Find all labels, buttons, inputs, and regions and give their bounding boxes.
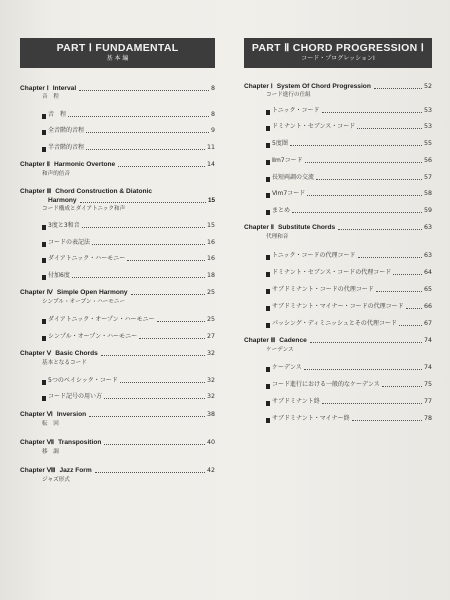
chapter-number: Chapter Ⅱ [244, 224, 274, 231]
page-number: 77 [423, 398, 432, 405]
chapter-title: Inversion [56, 411, 87, 418]
page-number: 63 [423, 224, 432, 231]
leader-dots [139, 337, 205, 339]
toc-section-entry [20, 126, 215, 135]
toc-section-entry [20, 332, 215, 341]
part-1-title: PART Ⅰ FUNDAMENTAL [56, 42, 179, 54]
section-title: まとめ [272, 207, 291, 214]
section-title: ケーデンス [272, 364, 302, 371]
section-title: コードの表記法 [48, 239, 91, 246]
page-number: 56 [423, 157, 432, 164]
square-bullet-icon [42, 319, 46, 324]
square-bullet-icon [266, 160, 270, 165]
chapter-japanese-title: 代理和音 [266, 234, 289, 240]
toc-section-entry [244, 173, 432, 182]
leader-dots [72, 276, 205, 278]
chapter-japanese-title: ケーデンス [266, 347, 294, 353]
page-number: 32 [206, 393, 215, 400]
leader-dots [86, 148, 205, 150]
leader-dots [376, 290, 422, 292]
page-number: 58 [423, 190, 432, 197]
toc-section-entry [244, 122, 432, 131]
leader-dots [101, 354, 205, 356]
page-number: 78 [423, 415, 432, 422]
chapter-japanese-title: 音 程 [42, 94, 59, 100]
square-bullet-icon [266, 126, 270, 131]
square-bullet-icon [266, 418, 270, 423]
chapter-title: Interval [52, 85, 77, 92]
page-number: 74 [423, 364, 432, 371]
leader-dots [322, 111, 422, 113]
page-number: 38 [206, 411, 215, 418]
toc-section-entry [244, 302, 432, 311]
page-number: 25 [206, 316, 215, 323]
page-number: 18 [206, 272, 215, 279]
chapter-japanese-title: 和声的倍音 [42, 171, 70, 177]
leader-dots [305, 161, 422, 163]
chapter-title: Jazz Form [59, 467, 92, 474]
leader-dots [120, 381, 205, 383]
leader-dots [89, 415, 205, 417]
toc-chapter-title-continued [20, 196, 215, 205]
leader-dots [92, 243, 205, 245]
square-bullet-icon [42, 242, 46, 247]
section-title: トニック・コード [272, 107, 320, 114]
leader-dots [358, 256, 422, 258]
page-number: 14 [206, 161, 215, 168]
section-title: 5度圏 [272, 140, 288, 147]
leader-dots [290, 144, 422, 146]
square-bullet-icon [42, 225, 46, 230]
leader-dots [393, 273, 422, 275]
page-number: 63 [423, 252, 432, 259]
square-bullet-icon [42, 258, 46, 263]
leader-dots [86, 131, 209, 133]
square-bullet-icon [42, 130, 46, 135]
chapter-title: System Of Chord Progression [276, 83, 371, 90]
page-number: 15 [206, 222, 215, 229]
square-bullet-icon [266, 323, 270, 328]
toc-chapter-entry [20, 410, 215, 419]
toc-chapter-entry [244, 336, 432, 345]
toc-section-entry [244, 189, 432, 198]
page-number: 64 [423, 269, 432, 276]
leader-dots [118, 165, 205, 167]
leader-dots [322, 402, 422, 404]
toc-section-entry [244, 139, 432, 148]
section-title: 全音階的音程 [48, 127, 85, 134]
leader-dots [82, 226, 205, 228]
page-number: 9 [210, 127, 215, 134]
toc-chapter-entry [20, 349, 215, 358]
toc-section-entry [244, 414, 432, 423]
section-title: サブドミナント・マイナー終 [272, 415, 350, 422]
leader-dots [80, 201, 206, 203]
section-title: 音 程 [48, 111, 67, 118]
square-bullet-icon [266, 210, 270, 215]
square-bullet-icon [266, 255, 270, 260]
chapter-japanese-title: シンプル・オープン・ハーモニー [42, 299, 126, 305]
square-bullet-icon [266, 289, 270, 294]
leader-dots [104, 397, 205, 399]
toc-column-part-2 [244, 38, 432, 422]
square-bullet-icon [266, 401, 270, 406]
section-title: サブドミナント終 [272, 398, 320, 405]
page-number: 25 [206, 289, 215, 296]
square-bullet-icon [42, 396, 46, 401]
page-number: 27 [206, 333, 215, 340]
toc-chapter-entry [20, 438, 215, 447]
square-bullet-icon [266, 177, 270, 182]
leader-dots [68, 115, 209, 117]
chapter-number: Chapter Ⅰ [244, 83, 273, 90]
section-title: ダイアトニック・ハーモニー [48, 255, 126, 262]
toc-chapter-entry [20, 466, 215, 475]
square-bullet-icon [266, 272, 270, 277]
square-bullet-icon [42, 380, 46, 385]
leader-dots [357, 127, 422, 129]
page-number: 65 [423, 286, 432, 293]
section-title: ドミナント・セブンス・コードの代理コード [272, 269, 392, 276]
chapter-number: Chapter Ⅵ [20, 411, 53, 418]
page-number: 8 [210, 111, 215, 118]
toc-section-entry [244, 285, 432, 294]
page-number: 53 [423, 107, 432, 114]
square-bullet-icon [266, 193, 270, 198]
chapter-japanese-title: ジャズ形式 [42, 477, 70, 483]
page-number: 32 [206, 377, 215, 384]
chapter-title: Substitute Chords [278, 224, 336, 231]
leader-dots [399, 324, 422, 326]
section-title: 長短両調の交流 [272, 174, 315, 181]
leader-dots [304, 368, 422, 370]
toc-section-entry [20, 143, 215, 152]
page-number: 66 [423, 303, 432, 310]
section-title: サブドミナント・コードの代理コード [272, 286, 374, 293]
toc-chapter-entry [20, 288, 215, 297]
section-title: パッシング・ディミニッシュとその代理コード [272, 320, 397, 327]
square-bullet-icon [266, 367, 270, 372]
page-number: 16 [206, 239, 215, 246]
section-title: 5つのベイシック・コード [48, 377, 118, 384]
leader-dots [338, 228, 422, 230]
section-title: トニック・コードの代理コード [272, 252, 356, 259]
leader-dots [292, 211, 422, 213]
toc-section-entry [244, 251, 432, 260]
leader-dots [307, 194, 422, 196]
chapter-title-continued: Harmony [48, 197, 77, 204]
chapter-title: Chord Construction & Diatonic [55, 188, 153, 195]
toc-section-entry [20, 110, 215, 119]
toc-section-entry [20, 376, 215, 385]
leader-dots [79, 89, 209, 91]
chapter-number: Chapter Ⅷ [20, 467, 56, 474]
page-number: 74 [423, 337, 432, 344]
section-title: ドミナント・セブンス・コード [272, 123, 356, 130]
page-number: 53 [423, 123, 432, 130]
page-number: 8 [210, 85, 215, 92]
section-title: 3度と3和音 [48, 222, 80, 229]
chapter-japanese-title: 転 回 [42, 421, 59, 427]
chapter-number: Chapter Ⅰ [20, 85, 49, 92]
toc-section-entry [20, 392, 215, 401]
leader-dots [127, 259, 205, 261]
chapter-japanese-title: コード構成とダイアトニック和声 [42, 206, 126, 212]
leader-dots [382, 385, 422, 387]
toc-section-entry [244, 363, 432, 372]
leader-dots [131, 293, 205, 295]
chapter-number: Chapter Ⅳ [20, 289, 53, 296]
page-number: 59 [423, 207, 432, 214]
section-title: コード記号の用い方 [48, 393, 103, 400]
chapter-number: Chapter Ⅲ [20, 188, 52, 195]
page-number: 57 [423, 174, 432, 181]
part-2-subtitle: コード・プログレッションⅠ [301, 55, 375, 62]
toc-section-entry [20, 238, 215, 247]
page-number: 55 [423, 140, 432, 147]
chapter-number: Chapter Ⅱ [20, 161, 50, 168]
square-bullet-icon [266, 143, 270, 148]
toc-chapter-entry [20, 187, 215, 196]
toc-section-entry [244, 380, 432, 389]
toc-chapter-entry [20, 84, 215, 93]
chapter-number: Chapter Ⅶ [20, 439, 55, 446]
toc-section-entry [20, 221, 215, 230]
page-number: 42 [206, 467, 215, 474]
leader-dots [104, 443, 205, 445]
toc-section-entry [244, 206, 432, 215]
toc-chapter-entry [244, 223, 432, 232]
page-number: 40 [206, 439, 215, 446]
part-1-header [20, 38, 215, 68]
toc-column-part-1 [20, 38, 215, 483]
chapter-title: Harmonic Overtone [54, 161, 116, 168]
section-title: サブドミナント・マイナー・コードの代理コード [272, 303, 404, 310]
square-bullet-icon [266, 110, 270, 115]
page-number: 15 [207, 197, 215, 204]
page-number: 67 [423, 320, 432, 327]
section-title: Ⅵm7コード [272, 190, 306, 197]
toc-section-entry [20, 254, 215, 263]
square-bullet-icon [42, 114, 46, 119]
toc-chapter-entry [20, 160, 215, 169]
chapter-title: Cadence [279, 337, 307, 344]
leader-dots [374, 87, 422, 89]
square-bullet-icon [266, 306, 270, 311]
square-bullet-icon [266, 384, 270, 389]
chapter-japanese-title: 基本となるコード [42, 360, 87, 366]
chapter-title: Transposition [58, 439, 102, 446]
page-number: 52 [423, 83, 432, 90]
toc-chapter-entry [244, 82, 432, 91]
toc-section-entry [244, 156, 432, 165]
leader-dots [316, 178, 422, 180]
toc-section-entry [20, 315, 215, 324]
page-number: 75 [423, 381, 432, 388]
leader-dots [157, 320, 205, 322]
chapter-japanese-title: 移 調 [42, 449, 59, 455]
section-title: Ⅱm7コード [272, 157, 303, 164]
leader-dots [352, 419, 422, 421]
section-title: 付加6度 [48, 272, 70, 279]
section-title: コード進行における一般的なケーデンス [272, 381, 380, 388]
square-bullet-icon [42, 275, 46, 280]
toc-section-entry [244, 397, 432, 406]
toc-section-entry [244, 268, 432, 277]
toc-section-entry [20, 271, 215, 280]
section-title: シンプル・オープン・ハーモニー [48, 333, 138, 340]
chapter-title: Basic Chords [55, 350, 98, 357]
chapter-number: Chapter Ⅲ [244, 337, 276, 344]
chapter-japanese-title: コード進行の仕組 [266, 92, 311, 98]
section-title: 半音階的音程 [48, 144, 85, 151]
part-1-subtitle: 基 本 編 [106, 55, 129, 62]
toc-section-entry [244, 319, 432, 328]
chapter-title: Simple Open Harmony [56, 289, 128, 296]
page-number: 16 [206, 255, 215, 262]
part-2-header [244, 38, 432, 68]
part-2-title: PART Ⅱ CHORD PROGRESSION Ⅰ [251, 42, 425, 54]
leader-dots [310, 341, 422, 343]
leader-dots [406, 307, 422, 309]
square-bullet-icon [42, 336, 46, 341]
toc-section-entry [244, 106, 432, 115]
page-number: 11 [206, 144, 215, 151]
chapter-number: Chapter Ⅴ [20, 350, 52, 357]
section-title: ダイアトニック・オープン・ハーモニー [48, 316, 155, 323]
leader-dots [95, 471, 205, 473]
square-bullet-icon [42, 147, 46, 152]
page-number: 32 [206, 350, 215, 357]
